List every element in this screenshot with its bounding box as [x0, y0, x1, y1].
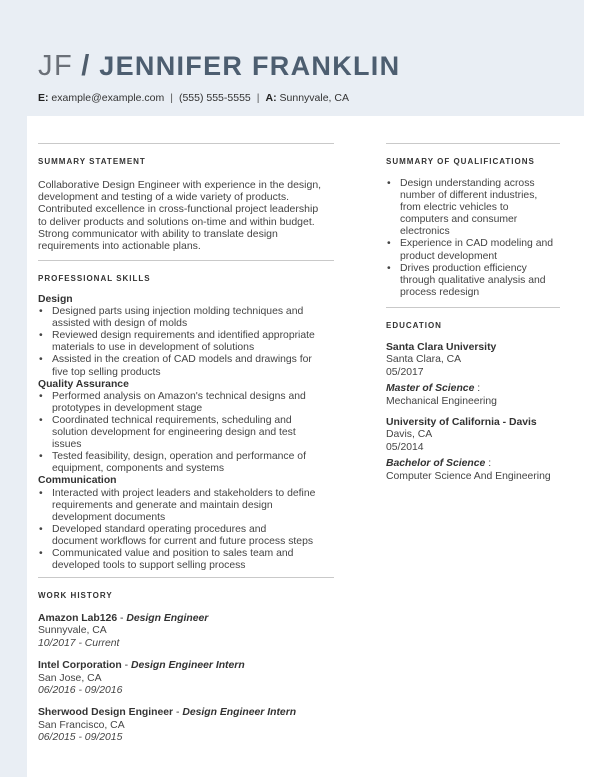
divider	[386, 143, 560, 144]
job-company: Sherwood Design Engineer	[38, 707, 174, 719]
skill-item: • Assisted in the creation of CAD models and drawings for five top selling products	[38, 354, 336, 378]
degree-field: Computer Science And Engineering	[386, 470, 551, 482]
skill-item: • Reviewed design requirements and identified appropriate materials to use in development of solutions	[38, 330, 336, 354]
job-dates: 10/2017 - Current	[38, 637, 120, 649]
school-location: Davis, CA	[386, 429, 433, 441]
divider	[386, 307, 560, 308]
education-list	[386, 342, 586, 483]
skill-item: • Communicated value and position to sales team and developed tools to support selling process	[38, 548, 336, 572]
summary-title: SUMMARY STATEMENT	[38, 157, 146, 166]
address: Sunnyvale, CA	[279, 92, 349, 104]
professional-skills	[38, 294, 336, 572]
qualifications-title: SUMMARY OF QUALIFICATIONS	[386, 157, 535, 166]
email-label: E:	[38, 92, 49, 104]
job-location: Sunnyvale, CA	[38, 625, 107, 637]
work-history	[38, 613, 358, 755]
skill-item: • Tested feasibility, design, operation and performance of equipment, components and systems	[38, 451, 336, 475]
job-location: San Jose, CA	[38, 672, 102, 684]
job-dash: -	[117, 613, 127, 624]
skill-group-heading: Design	[38, 294, 73, 305]
address-label: A:	[265, 92, 277, 104]
job-entry	[38, 613, 358, 650]
summary-line: Strong communicator with ability to translate design	[38, 227, 278, 240]
name-slash: /	[81, 50, 90, 82]
summary-line: development and testing of a wide variety of products.	[38, 191, 289, 204]
work-history-title: WORK HISTORY	[38, 591, 113, 600]
skill-list	[38, 391, 336, 476]
job-company: Amazon Lab126	[38, 613, 118, 624]
contact-separator: |	[256, 92, 260, 104]
divider	[38, 577, 334, 578]
left-accent-band	[0, 0, 27, 777]
skill-item: • Performed analysis on Amazon's technical designs and prototypes in development stage	[38, 391, 336, 415]
skill-item: • Interacted with project leaders and stakeholders to define requirements and generate and maintain design development documents	[38, 488, 336, 524]
education-entry: University of California - Davis Davis, CA 05/2014 Bachelor of Science : Computer Science And Engineering	[386, 417, 586, 483]
skill-item: • Coordinated technical requirements, scheduling and solution development for engineering design and test issues	[38, 415, 336, 451]
job-entry	[38, 660, 358, 697]
full-name: JENNIFER FRANKLIN	[99, 51, 401, 81]
email-address[interactable]: example@example.com	[51, 92, 165, 104]
job-entry	[38, 707, 358, 744]
skills-title: PROFESSIONAL SKILLS	[38, 274, 151, 283]
school-name: Santa Clara University	[386, 342, 497, 353]
qualification-item: • Design understanding across number of different industries, from electric vehicles to computers and consumer electronics	[386, 178, 566, 238]
divider	[38, 260, 334, 261]
skill-list	[38, 306, 336, 379]
job-location: San Francisco, CA	[38, 719, 125, 731]
job-dates: 06/2015 - 09/2015	[38, 732, 123, 744]
summary-line: to deliver products and solutions on-time and within budget.	[38, 215, 315, 228]
skill-group-heading: Quality Assurance	[38, 378, 129, 390]
job-dates: 06/2016 - 09/2016	[38, 685, 123, 697]
summary-line: Contributed excellence in cross-functional project leadership	[38, 203, 319, 216]
qualification-item: • Drives production efficiency through qualitative analysis and process redesign	[386, 263, 566, 299]
job-company: Intel Corporation	[38, 660, 122, 672]
job-role: Design Engineer Intern	[130, 660, 245, 672]
skill-list	[38, 488, 336, 573]
summary-line: Collaborative Design Engineer with experience in the design,	[38, 179, 322, 191]
graduation-date: 05/2017	[386, 366, 424, 378]
summary-statement	[38, 179, 338, 252]
graduation-date: 05/2014	[386, 441, 424, 453]
summary-line: requirements into actionable plans.	[38, 240, 201, 253]
qualifications-list	[386, 178, 566, 299]
phone-number: (555) 555-5555	[178, 92, 251, 104]
job-dash: -	[173, 707, 183, 719]
degree-name: Bachelor of Science	[386, 458, 486, 470]
skill-item: • Designed parts using injection molding techniques and assisted with design of molds	[38, 306, 336, 330]
divider	[38, 143, 334, 144]
skill-group-heading: Communication	[38, 475, 117, 487]
degree-field: Mechanical Engineering	[386, 395, 497, 407]
job-dash: -	[121, 660, 131, 672]
skill-item: • Developed standard operating procedures and document workflows for current and future process steps	[38, 524, 336, 548]
contact-separator: |	[170, 92, 173, 104]
initials: JF	[38, 50, 74, 82]
contact-line	[38, 92, 349, 104]
job-role: Design Engineer Intern	[182, 707, 297, 719]
job-role: Design Engineer	[126, 613, 209, 624]
name-header	[38, 50, 400, 90]
school-location: Santa Clara, CA	[386, 354, 462, 366]
school-name: University of California - Davis	[386, 417, 537, 429]
degree-name: Master of Science	[386, 383, 475, 395]
qualification-item: • Experience in CAD modeling and product development	[386, 238, 566, 262]
education-title: EDUCATION	[386, 321, 442, 330]
education-entry: Santa Clara University Santa Clara, CA 05/2017 Master of Science : Mechanical Engineering	[386, 342, 586, 408]
